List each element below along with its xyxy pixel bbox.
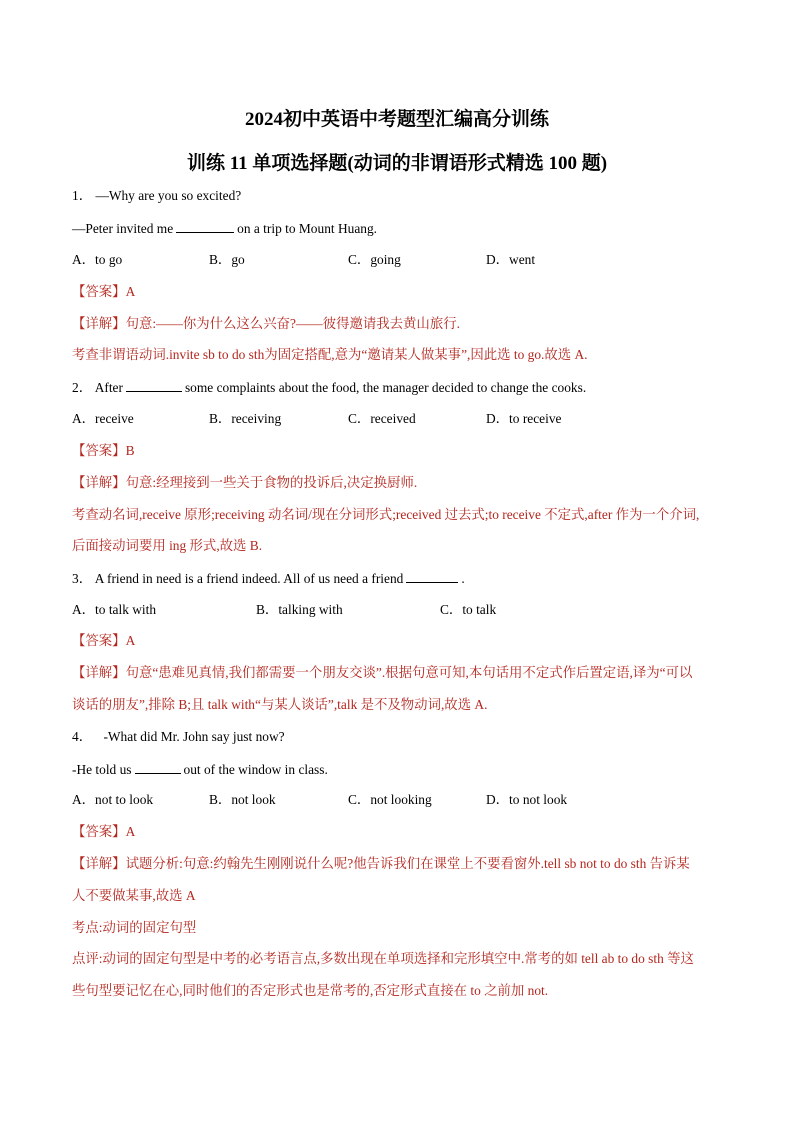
question-2-explanation: 后面接动词要用 ing 形式,故选 B. bbox=[72, 538, 263, 553]
question-4-explanation: 考点:动词的固定句型 bbox=[72, 920, 197, 935]
option-b: B．not look bbox=[209, 792, 276, 807]
question-4-explanation: 点评:动词的固定句型是中考的必考语言点,多数出现在单项选择和完形填空中.常考的如 tell ab to do sth 等这 bbox=[72, 951, 694, 966]
question-2-stem bbox=[72, 378, 586, 397]
option-c: C．to talk bbox=[440, 602, 497, 617]
question-text: -What did Mr. John say just now? bbox=[103, 729, 285, 744]
detail-label: 【详解】 bbox=[72, 475, 126, 490]
option-a: A．receive bbox=[72, 411, 134, 426]
question-text: -He told us bbox=[72, 762, 132, 777]
question-text: After bbox=[94, 380, 123, 395]
question-4-stem bbox=[72, 728, 285, 746]
option-c: C．going bbox=[348, 252, 401, 267]
document-title: 2024初中英语中考题型汇编高分训练 bbox=[244, 109, 549, 130]
option-a: A．to talk with bbox=[72, 602, 157, 617]
answer-value: B bbox=[125, 443, 135, 458]
question-1-answer bbox=[72, 283, 135, 301]
option-d: D．went bbox=[486, 252, 536, 267]
question-text: on a trip to Mount Huang. bbox=[237, 221, 377, 236]
answer-value: A bbox=[125, 284, 136, 299]
question-1-explanation: 考查非谓语动词.invite sb to do sth为固定搭配,意为“邀请某人做某事”,因此选 to go.故选 A. bbox=[72, 347, 588, 362]
question-1-stem bbox=[72, 187, 241, 205]
question-text: . bbox=[461, 571, 465, 586]
question-2-answer bbox=[72, 442, 135, 460]
option-b: B．talking with bbox=[256, 602, 343, 617]
question-4-stem-2 bbox=[72, 760, 328, 779]
document-subtitle: 训练 11 单项选择题(动词的非谓语形式精选 100 题) bbox=[186, 153, 608, 174]
answer-label: 【答案】 bbox=[72, 284, 126, 299]
detail-label: 【详解】 bbox=[72, 665, 126, 680]
answer-label: 【答案】 bbox=[72, 824, 126, 839]
detail-label: 【详解】 bbox=[72, 316, 126, 331]
option-d: D．to not look bbox=[486, 792, 568, 807]
question-4-detail bbox=[72, 855, 690, 873]
question-3-detail bbox=[72, 664, 692, 682]
question-3-answer bbox=[72, 632, 135, 650]
detail-text: 句意“患难见真情,我们都需要一个朋友交谈”.根据句意可知,本句话用不定式作后置定语,译为“可以 bbox=[125, 665, 693, 680]
detail-label: 【详解】 bbox=[72, 856, 126, 871]
answer-blank bbox=[126, 378, 182, 392]
question-number: 4． bbox=[72, 729, 93, 744]
question-4-answer bbox=[72, 823, 135, 841]
option-a: A．to go bbox=[72, 252, 123, 267]
question-number: 3． bbox=[72, 571, 93, 586]
question-number: 2． bbox=[72, 380, 93, 395]
question-1-detail bbox=[72, 315, 460, 333]
question-text: —Peter invited me bbox=[72, 221, 174, 236]
answer-value: A bbox=[125, 633, 136, 648]
answer-label: 【答案】 bbox=[72, 443, 126, 458]
detail-text: 句意:——你为什么这么兴奋?——彼得邀请我去黄山旅行. bbox=[125, 316, 460, 331]
question-text: —Why are you so excited? bbox=[95, 188, 242, 203]
answer-blank bbox=[406, 569, 458, 583]
option-c: C．not looking bbox=[348, 792, 432, 807]
answer-label: 【答案】 bbox=[72, 633, 126, 648]
question-1-stem-2 bbox=[72, 219, 377, 238]
question-3-stem bbox=[72, 569, 465, 588]
question-2-explanation: 考查动名词,receive 原形;receiving 动名词/现在分词形式;received 过去式;to receive 不定式,after 作为一个介词, bbox=[72, 507, 700, 522]
option-b: B．go bbox=[209, 252, 245, 267]
option-a: A．not to look bbox=[72, 792, 154, 807]
answer-blank bbox=[135, 760, 181, 774]
option-c: C．received bbox=[348, 411, 416, 426]
question-number: 1． bbox=[72, 188, 93, 203]
answer-blank bbox=[176, 219, 234, 233]
question-2-detail bbox=[72, 474, 417, 492]
question-text: A friend in need is a friend indeed. All of us need a friend bbox=[94, 571, 404, 586]
option-d: D．to receive bbox=[486, 411, 562, 426]
question-4-explanation: 人不要做某事,故选 A bbox=[72, 888, 196, 903]
option-b: B．receiving bbox=[209, 411, 282, 426]
question-3-explanation: 谈话的朋友”,排除 B;且 talk with“与某人谈话”,talk 是不及物动词,故选 A. bbox=[72, 697, 488, 712]
detail-text: 句意:经理接到一些关于食物的投诉后,决定换厨师. bbox=[125, 475, 418, 490]
question-text: some complaints about the food, the manager decided to change the cooks. bbox=[184, 380, 587, 395]
answer-value: A bbox=[125, 824, 136, 839]
question-4-explanation: 些句型要记忆在心,同时他们的否定形式也是常考的,否定形式直接在 to 之前加 not. bbox=[72, 983, 549, 998]
detail-text: 试题分析:句意:约翰先生刚刚说什么呢?他告诉我们在课堂上不要看窗外.tell sb not to do sth 告诉某 bbox=[125, 856, 690, 871]
question-text: out of the window in class. bbox=[183, 762, 328, 777]
